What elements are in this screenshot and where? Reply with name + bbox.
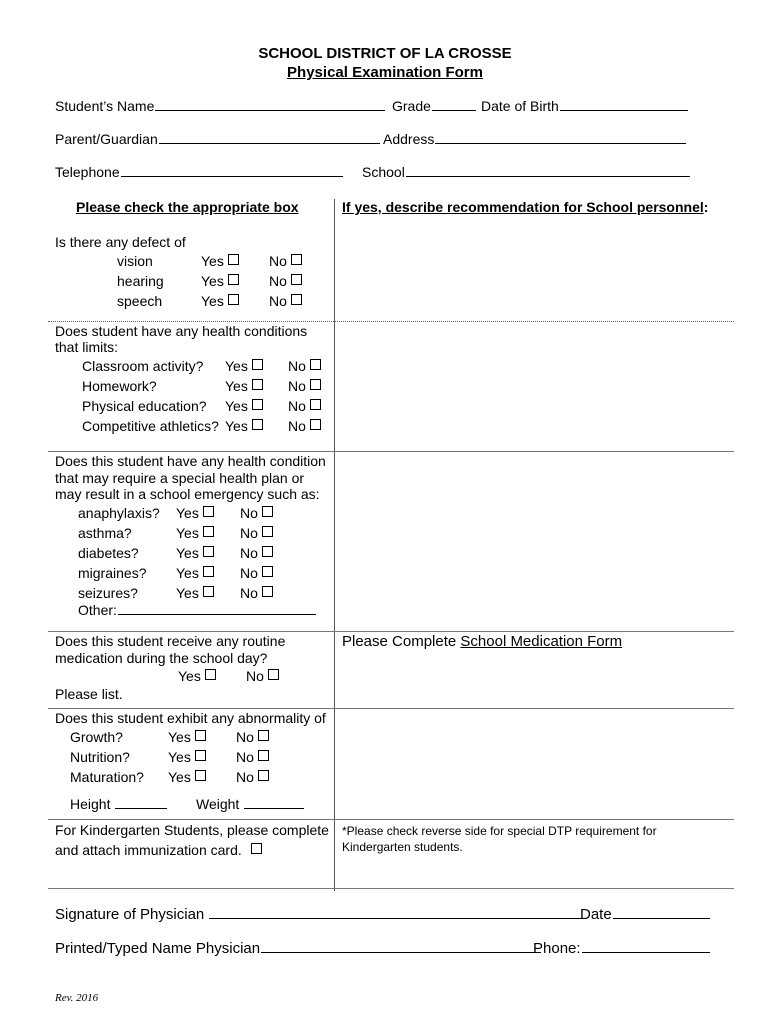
yes-checkbox[interactable]: Yes [176,503,240,523]
school-field[interactable]: School [362,164,690,180]
yes-checkbox[interactable]: Yes [176,543,240,563]
section-divider [48,321,734,322]
emergency-options [78,503,280,603]
abnormality-options [70,727,276,787]
height-field[interactable]: Height [70,796,167,812]
parent-guardian-field[interactable]: Parent/Guardian [55,131,380,147]
yes-checkbox[interactable]: Yes [225,356,288,376]
immunization-checkbox[interactable] [251,843,262,854]
weight-field[interactable]: Weight [196,796,304,812]
column-divider [334,199,335,891]
no-checkbox[interactable]: No [288,416,328,436]
kindergarten-line1: For Kindergarten Students, please complete [55,822,329,838]
yes-checkbox[interactable]: Yes [225,376,288,396]
no-checkbox[interactable]: No [236,767,276,787]
grade-field[interactable]: Grade [392,98,476,114]
limits-question-line2: that limits: [55,339,119,355]
defect-item-label: vision [117,253,153,269]
limits-question-line1: Does student have any health conditions [55,323,308,339]
section-divider [48,708,734,709]
medication-note: Please Complete School Medication Form [342,633,623,650]
defect-item-label: hearing [117,273,164,289]
limits-item-label: Homework? [82,378,157,394]
no-checkbox[interactable]: No [240,543,280,563]
kindergarten-line2: and attach immunization card. [55,842,262,858]
emergency-item-label: asthma? [78,525,132,541]
limits-options [82,356,328,436]
abnormality-item-label: Nutrition? [70,749,130,765]
limits-item-label: Competitive athletics? [82,418,219,434]
revision-label: Rev. 2016 [55,992,99,1004]
medication-yes-checkbox[interactable]: Yes [178,668,216,684]
emergency-item-label: anaphylaxis? [78,505,160,521]
emergency-item-label: diabetes? [78,545,139,561]
medication-no-checkbox[interactable]: No [246,668,279,684]
yes-checkbox[interactable]: Yes [225,416,288,436]
form-subtitle: Physical Examination Form [287,64,483,81]
printed-name-field[interactable]: Printed/Typed Name Physician [55,940,541,957]
medication-question-line1: Does this student receive any routine [55,633,286,649]
abnormality-item-label: Growth? [70,729,123,745]
no-checkbox[interactable]: No [240,503,280,523]
no-checkbox[interactable]: No [269,291,309,311]
yes-checkbox[interactable]: Yes [201,291,269,311]
no-checkbox[interactable]: No [288,396,328,416]
yes-checkbox[interactable]: Yes [201,271,269,291]
no-checkbox[interactable]: No [240,523,280,543]
emergency-question-line3: may result in a school emergency such as: [55,486,320,502]
please-list-label: Please list. [55,686,123,702]
section-divider [48,888,734,889]
emergency-item-label: migraines? [78,565,147,581]
school-medication-form-link[interactable]: School Medication Form [460,633,623,650]
yes-checkbox[interactable]: Yes [168,767,236,787]
yes-checkbox[interactable]: Yes [225,396,288,416]
yes-checkbox[interactable]: Yes [176,583,240,603]
limits-item-label: Classroom activity? [82,358,204,374]
defect-options [117,251,309,311]
telephone-field[interactable]: Telephone [55,164,343,180]
limits-item-label: Physical education? [82,398,207,414]
section-divider [48,819,734,820]
yes-checkbox[interactable]: Yes [168,747,236,767]
address-field[interactable]: Address [383,131,686,147]
medication-question-line2: medication during the school day? [55,650,268,666]
emergency-question-line2: that may require a special health plan or [55,470,305,486]
defect-question: Is there any defect of [55,234,186,250]
physician-signature-field[interactable]: Signature of Physician [55,906,582,923]
no-checkbox[interactable]: No [236,747,276,767]
student-name-field[interactable]: Student’s Name [55,98,385,114]
no-checkbox[interactable]: No [236,727,276,747]
abnormality-item-label: Maturation? [70,769,144,785]
no-checkbox[interactable]: No [240,583,280,603]
abnormality-question: Does this student exhibit any abnormality of [55,710,326,726]
other-field[interactable]: Other: [78,602,316,618]
no-checkbox[interactable]: No [269,251,309,271]
no-checkbox[interactable]: No [288,356,328,376]
date-of-birth-field[interactable]: Date of Birth [481,98,688,114]
yes-checkbox[interactable]: Yes [168,727,236,747]
emergency-item-label: seizures? [78,585,138,601]
phone-field[interactable]: Phone: [533,940,710,957]
emergency-question-line1: Does this student have any health condition [55,453,326,469]
no-checkbox[interactable]: No [240,563,280,583]
section-divider [48,631,734,632]
defect-item-label: speech [117,293,163,309]
date-field[interactable]: Date [580,906,710,923]
kindergarten-note: *Please check reverse side for special DTP requirement for Kindergarten students. [342,824,657,854]
right-column-header: If yes, describe recommendation for School personnel: [342,199,709,215]
no-checkbox[interactable]: No [269,271,309,291]
section-divider [48,451,734,452]
form-title: SCHOOL DISTRICT OF LA CROSSE [258,45,512,62]
no-checkbox[interactable]: No [288,376,328,396]
yes-checkbox[interactable]: Yes [201,251,269,271]
yes-checkbox[interactable]: Yes [176,563,240,583]
left-column-header: Please check the appropriate box [76,199,299,215]
yes-checkbox[interactable]: Yes [176,523,240,543]
